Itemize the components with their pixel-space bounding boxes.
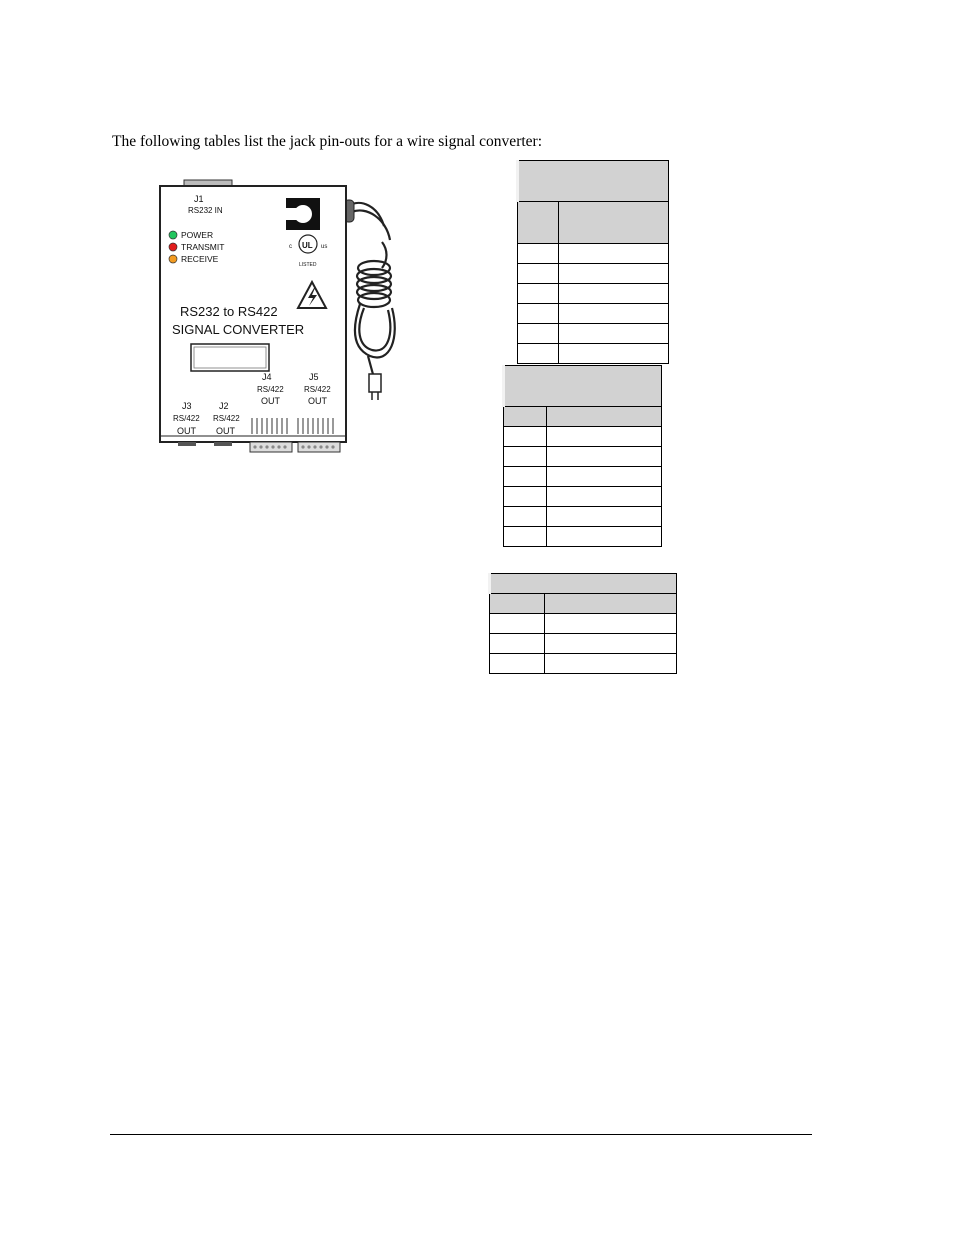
pinout-table-1-header: [518, 161, 669, 202]
pinout-table-3: [488, 573, 677, 674]
j5-dir-label: OUT: [308, 396, 327, 406]
j2-dir-label: OUT: [216, 426, 235, 436]
table-cell: [518, 324, 559, 344]
table-cell: [504, 507, 547, 527]
table-cell: [490, 654, 545, 674]
pinout-table-2-col-pin: [504, 407, 547, 427]
j5-sub-label: RS/422: [304, 385, 331, 394]
transmit-led-label: TRANSMIT: [181, 242, 225, 252]
pinout-table-2: [502, 365, 662, 547]
table-cell: [559, 304, 669, 324]
transmit-led: [169, 243, 177, 251]
pinout-table-1: [516, 160, 669, 364]
receive-led: [169, 255, 177, 263]
table-cell: [504, 427, 547, 447]
j3-label: J3: [182, 401, 192, 411]
pinout-table-2-col-signal: [547, 407, 662, 427]
table-cell: [490, 634, 545, 654]
table-cell: [518, 264, 559, 284]
j3-dir-label: OUT: [177, 426, 196, 436]
j4-sub-label: RS/422: [257, 385, 284, 394]
brand-logo: [286, 198, 320, 230]
j2-label: J2: [219, 401, 229, 411]
receive-led-label: RECEIVE: [181, 254, 219, 264]
power-led-label: POWER: [181, 230, 214, 240]
pinout-table-1-col-pin: [518, 202, 559, 244]
pinout-table-3-header: [490, 574, 677, 594]
signal-converter-diagram: [156, 178, 416, 458]
table-cell: [504, 447, 547, 467]
j1-label: J1: [194, 194, 204, 204]
j4-label: J4: [262, 372, 272, 382]
table-cell: [547, 527, 662, 547]
j4-dir-label: OUT: [261, 396, 280, 406]
pinout-table-3-col-signal: [545, 594, 677, 614]
table-cell: [559, 264, 669, 284]
j3-sub-label: RS/422: [173, 414, 200, 423]
table-cell: [545, 634, 677, 654]
device-title-line-2: SIGNAL CONVERTER: [172, 322, 305, 337]
table-cell: [545, 614, 677, 634]
table-cell: [518, 284, 559, 304]
ul-listed-text: LISTED: [299, 262, 317, 268]
ul-c-text: c: [289, 244, 292, 250]
j5-label: J5: [309, 372, 319, 382]
ul-mark-text: UL: [302, 241, 313, 250]
table-cell: [559, 324, 669, 344]
pinout-table-3-col-pin: [490, 594, 545, 614]
table-cell: [547, 507, 662, 527]
device-title-line-1: RS232 to RS422: [180, 304, 278, 319]
table-cell: [545, 654, 677, 674]
table-cell: [547, 487, 662, 507]
table-cell: [504, 467, 547, 487]
table-cell: [490, 614, 545, 634]
table-cell: [547, 447, 662, 467]
power-plug: [369, 374, 381, 392]
table-cell: [559, 344, 669, 364]
ul-us-text: us: [321, 244, 328, 250]
table-cell: [518, 244, 559, 264]
table-cell: [547, 427, 662, 447]
display-window: [191, 344, 269, 371]
intro-text: The following tables list the jack pin-outs for a wire signal converter:: [112, 133, 543, 150]
power-led: [169, 231, 177, 239]
pinout-table-2-header: [504, 366, 662, 407]
table-cell: [559, 284, 669, 304]
table-cell: [504, 487, 547, 507]
j1-sub-label: RS232 IN: [188, 206, 223, 215]
j2-sub-label: RS/422: [213, 414, 240, 423]
power-cord: [348, 203, 395, 378]
pinout-table-1-col-signal: [559, 202, 669, 244]
table-cell: [559, 244, 669, 264]
footer-rule: [110, 1134, 812, 1135]
table-cell: [518, 344, 559, 364]
table-cell: [504, 527, 547, 547]
table-cell: [547, 467, 662, 487]
table-cell: [518, 304, 559, 324]
